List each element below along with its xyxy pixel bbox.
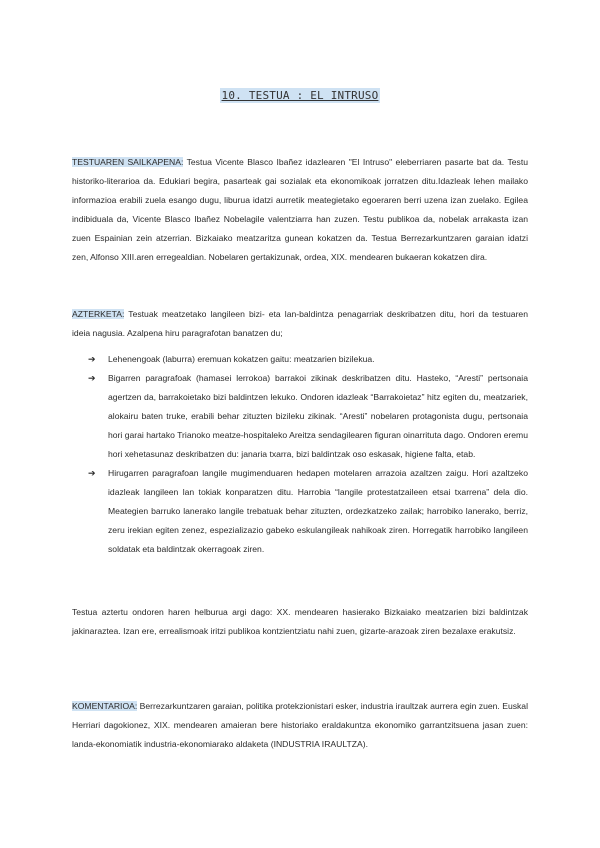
azterketa-bullets: [72, 350, 528, 559]
komentarioa-label: KOMENTARIOA:: [72, 701, 138, 711]
bullet-item: [72, 369, 528, 464]
conclusion-text: Testua aztertu ondoren haren helburua argi dago: XX. mendearen hasierako Bizkaiako meatzarien bizi baldintzak jakinaraztea. Izan ere, errealismoak iritzi publikoa kontzientziatu nahi zuen, gizarte-arazoak ziren bezalaxe erakutsiz.: [72, 607, 528, 636]
azterketa-section: [72, 305, 528, 343]
komentarioa-section: [72, 697, 528, 754]
bullet-text: Bigarren paragrafoak (hamasei lerrokoa) barrakoi zikinak deskribatzen ditu. Hasteko, “Aresti” pertsonaia agertzen da, barrakoietako bizi baldintzen lekuko. Ondoren idazleak “Barrakoietaz” hitz egiten du, meatzariek, alokairu baten truke, erabili behar zituzten bizileku zikinak. “Aresti” nobelaren protagonista dugu, pertsonaia hori garai hartako Trianoko meatze-hospitaleko Areitza sendagilearen figuran oinarrituta dago. Ondoren eremu hori xehetasunaz deskribatzen du: janaria txarra, bizi baldintzak oso eskasak, higiene falta, etab.: [108, 373, 528, 459]
azterketa-conclusion: [72, 603, 528, 641]
bullet-list: [72, 350, 528, 559]
azterketa-text: Testuak meatzetako langileen bizi- eta lan-baldintza penagarriak deskribatzen ditu, hori da testuaren ideia nagusia. Azalpena hiru paragrafotan banatzen du;: [72, 309, 528, 338]
sailkapena-label: TESTUAREN SAILKAPENA:: [72, 157, 184, 167]
bullet-item: [72, 464, 528, 559]
arrow-right-icon: ➔: [88, 354, 96, 364]
sailkapena-section: [72, 153, 528, 267]
title-wrapper: [0, 86, 600, 104]
bullet-text: Lehenengoak (laburra) eremuan kokatzen gaitu: meatzarien bizilekua.: [108, 354, 375, 364]
sailkapena-text: Testua Vicente Blasco Ibañez idazlearen "El Intruso" eleberriaren pasarte bat da. Testu historiko-literarioa da. Edukiari begira, pasarteak gai sozialak eta ekonomikoak jorratzen ditu.Idazleak lehen mailako informazioa erabili zuela esango dugu, liburua idatzi aurretik meategietako egoeraren berri uzena izan zuelako. Egilea indibiduala da, Vicente Blasco Ibañez Nobelagile valentziarra han zuzen. Testu publikoa da, nobelak arrakasta izan zuen Espainian zein atzerrian. Bizkaiako meatzaritza gunean kokatzen da. Testua Berrezarkuntzaren garaian idatzi zen, Alfonso XIII.aren erregealdian. Nobelaren gertakizunak, ordea, XIX. mendearen bukaeran kokatzen dira.: [72, 157, 528, 262]
arrow-right-icon: ➔: [88, 373, 96, 383]
arrow-right-icon: ➔: [88, 468, 96, 478]
komentarioa-text: Berrezarkuntzaren garaian, politika protekzionistari esker, industria iraultzak aurrera egin zuen. Euskal Herriari dagokionez, XIX. mendearen amaieran bere historiako eraldakuntza ekonomiko garrantzitsuena jasan zuen: landa-ekonomiatik industria-ekonomiarako aldaketa (INDUSTRIA IRAULTZA).: [72, 701, 528, 749]
azterketa-label: AZTERKETA:: [72, 309, 125, 319]
document-title: 10. TESTUA : EL INTRUSO: [221, 89, 379, 102]
bullet-item: [72, 350, 528, 369]
bullet-text: Hirugarren paragrafoan langile mugimenduaren hedapen motelaren arrazoia azaltzen zaigu. Hori azaltzeko idazleak langileen lan tokiak konparatzen ditu. Harrobia “langile protestatzaileen etsai txarrena” dela dio. Meategien barruko lanerako langile trebatuak behar zituzten, ordezkatzeko zailak; harrobiko lanerako, berriz, zeru irekian egiten zenez, espezializazio gabeko eskulangileak nahikoak ziren. Horregatik harrobiko langileen soldatak eta baldintzak okerragoak ziren.: [108, 468, 528, 554]
